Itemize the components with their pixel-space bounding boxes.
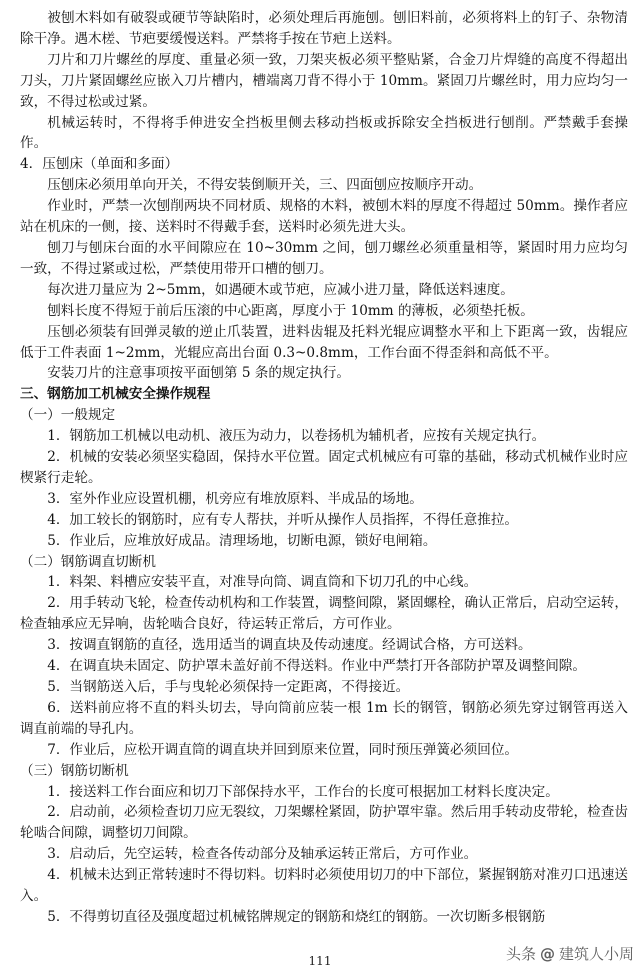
paragraph: 机械运转时，不得将手伸进安全挡板里侧去移动挡板或拆除安全挡板进行刨削。严禁戴手套操作。 — [20, 114, 628, 152]
list-item: 5．作业后，应堆放好成品。清理场地，切断电源，锁好电闸箱。 — [47, 532, 437, 549]
list-item: 5．不得剪切直径及强度超过机械铭牌规定的钢筋和烧红的钢筋。一次切断多根钢筋 — [47, 908, 546, 925]
document-body — [20, 8, 628, 928]
list-item: 2．用手转动飞轮，检查传动机构和工作装置，调整间隙，紧固螺栓，确认正常后，启动空运转，检查轴承应无异响，齿轮啮合良好，待运转正常后，方可作业。 — [20, 595, 628, 633]
list-item: 3．室外作业应设置机棚，机旁应有堆放原料、半成品的场地。 — [47, 490, 423, 507]
paragraph: 刨刀与刨床台面的水平间隙应在 10~30mm 之间，刨刀螺丝必须重量相等，紧固时用力应均匀一致，不得过紧或过松，严禁使用带开口槽的刨刀。 — [20, 239, 628, 277]
watermark-prefix: 头条 — [505, 945, 536, 963]
list-item: 4．机械未达到正常转速时不得切料。切料时必须使用切刀的中下部位，紧握钢筋对准刃口迅速送入。 — [20, 867, 628, 905]
list-item: 4．在调直块未固定、防护罩未盖好前不得送料。作业中严禁打开各部防护罩及调整间隙。 — [47, 658, 586, 675]
list-item: 1．接送料工作台面应和切刀下部保持水平，工作台的长度可根据加工材料长度决定。 — [47, 783, 559, 800]
list-item: 7．作业后，应松开调直筒的调直块并回到原来位置，同时预压弹簧必须回位。 — [47, 741, 519, 758]
list-item: 6．送料前应将不直的料头切去，导向筒前应装一根 1m 长的钢管，钢筋必须先穿过钢管再送入调直前端的导孔内。 — [20, 699, 628, 737]
watermark-at: @ — [539, 944, 555, 963]
list-item: 3．按调直钢筋的直径，选用适当的调直块及传动速度。经调试合格，方可送料。 — [47, 637, 532, 654]
page-number: 111 — [308, 954, 332, 968]
paragraph: 安装刀片的注意事项按平面刨第 5 条的规定执行。 — [47, 365, 350, 382]
watermark-name: 建筑人小周 — [558, 945, 634, 963]
list-item: 2．机械的安装必须坚实稳固，保持水平位置。固定式机械应有可靠的基础，移动式机械作业时应楔紧行走轮。 — [20, 449, 628, 486]
section-subheading: 4．压刨床（单面和多面） — [20, 156, 179, 173]
paragraph: 被刨木料如有破裂或硬节等缺陷时，必须处理后再施刨。刨旧料前，必须将料上的钉子、杂物清除干净。遇木槎、节疤要缓慢送料。严禁将手按在节疤上送料。 — [20, 10, 628, 47]
section-heading: 三、钢筋加工机械安全操作规程 — [20, 386, 211, 403]
paragraph: 刀片和刀片螺丝的厚度、重量必须一致，刀架夹板必须平整贴紧，合金刀片焊缝的高度不得超出刀头，刀片紧固螺丝应嵌入刀片槽内，槽端离刀背不得小于 10mm。紧固刀片螺丝时，用力应均匀一致，不得过松或过紧。 — [20, 51, 628, 110]
paragraph: 刨料长度不得短于前后压滚的中心距离，厚度小于 10mm 的薄板，必须垫托板。 — [47, 302, 534, 319]
list-item: 1．料架、料槽应安装平直，对准导向筒、调直筒和下切刀孔的中心线。 — [47, 574, 478, 591]
paragraph: 压刨床必须用单向开关，不得安装倒顺开关，三、四面刨应按顺序开动。 — [47, 177, 483, 194]
section-subheading: （三）钢筋切断机 — [20, 762, 129, 779]
watermark — [506, 943, 634, 964]
list-item: 3．启动后，先空运转，检查各传动部分及轴承运转正常后，方可作业。 — [47, 846, 478, 863]
paragraph: 每次进刀量应为 2~5mm，如遇硬木或节疤，应减小进刀量，降低送料速度。 — [47, 281, 514, 298]
section-subheading: （二）钢筋调直切断机 — [20, 553, 156, 570]
paragraph: 压刨必须装有回弹灵敏的逆止爪装置，进料齿辊及托料光辊应调整水平和上下距离一致，齿辊应低于工件表面 1~2mm，光辊应高出台面 0.3~0.8mm，工作台面不得歪斜和高低不平。 — [20, 323, 628, 361]
list-item: 4．加工较长的钢筋时，应有专人帮扶，并听从操作人员指挥，不得任意推拉。 — [47, 511, 519, 528]
section-subheading: （一）一般规定 — [20, 407, 116, 424]
paragraph: 作业时，严禁一次刨削两块不同材质、规格的木料，被刨木料的厚度不得超过 50mm。操作者应站在机床的一侧，接、送料时不得戴手套，送料时必须先进大头。 — [20, 198, 628, 236]
list-item: 2．启动前，必须检查切刀应无裂纹，刀架螺栓紧固，防护罩牢靠。然后用手转动皮带轮，检查齿轮啮合间隙，调整切刀间隙。 — [20, 804, 628, 842]
list-item: 5．当钢筋送入后，手与曳轮必须保持一定距离，不得接近。 — [47, 679, 410, 695]
list-item: 1．钢筋加工机械以电动机、液压为动力，以卷扬机为辅机者，应按有关规定执行。 — [47, 428, 546, 445]
